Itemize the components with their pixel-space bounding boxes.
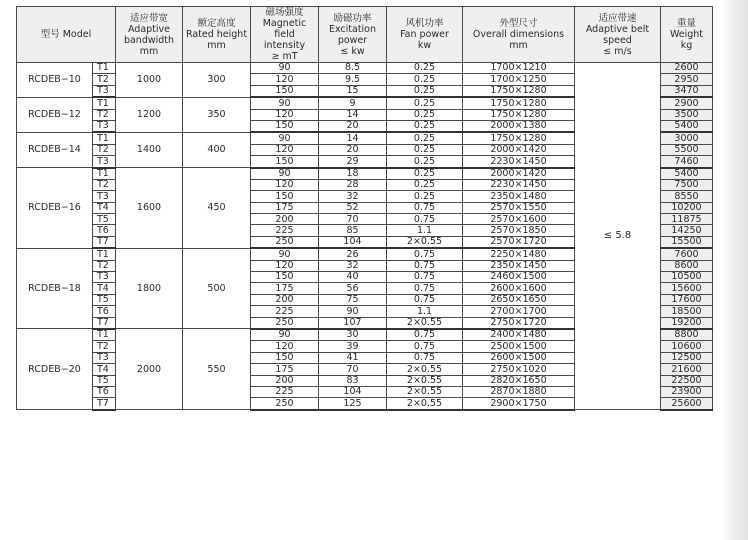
excitation-power-cell: 28: [319, 179, 387, 190]
header-line: Fan power: [400, 29, 449, 40]
weight-cell: 14250: [661, 225, 713, 236]
excitation-power-cell: 18: [319, 168, 387, 180]
grade-cell: T4: [93, 283, 116, 294]
header-line: Rated height: [185, 29, 248, 40]
weight-cell: 2600: [661, 63, 713, 74]
magnetic-field-cell: 175: [251, 202, 319, 213]
grade-cell: T6: [93, 225, 116, 236]
magnetic-field-cell: 90: [251, 97, 319, 109]
weight-cell: 12500: [661, 352, 713, 363]
fan-power-cell: 0.25: [387, 63, 463, 74]
grade-cell: T4: [93, 364, 116, 375]
weight-cell: 21600: [661, 364, 713, 375]
weight-cell: 10600: [661, 341, 713, 352]
overall-dimensions-cell: 2750×1020: [463, 364, 575, 375]
fan-power-cell: 1.1: [387, 225, 463, 236]
overall-dimensions-cell: 2250×1480: [463, 248, 575, 260]
fan-power-cell: 0.25: [387, 168, 463, 180]
overall-dimensions-cell: 2000×1420: [463, 168, 575, 180]
weight-cell: 7460: [661, 156, 713, 168]
grade-cell: T2: [93, 74, 116, 85]
spec-table: [16, 6, 713, 411]
magnetic-field-cell: 90: [251, 329, 319, 341]
magnetic-field-cell: 200: [251, 375, 319, 386]
header-line: ≤ kw: [340, 45, 365, 57]
excitation-power-cell: 40: [319, 272, 387, 283]
weight-cell: 2950: [661, 74, 713, 85]
magnetic-field-cell: 250: [251, 236, 319, 248]
header-line: 型号 Model: [40, 29, 92, 40]
header-belt-speed: [575, 7, 661, 63]
magnetic-field-cell: 225: [251, 306, 319, 317]
magnetic-field-cell: 150: [251, 85, 319, 97]
overall-dimensions-cell: 2350×1450: [463, 260, 575, 271]
excitation-power-cell: 9.5: [319, 74, 387, 85]
fan-power-cell: 2×0.55: [387, 364, 463, 375]
magnetic-field-cell: 150: [251, 272, 319, 283]
fan-power-cell: 2×0.55: [387, 375, 463, 386]
grade-cell: T2: [93, 179, 116, 190]
grade-cell: T2: [93, 109, 116, 120]
grade-cell: T7: [93, 398, 116, 410]
overall-dimensions-cell: 2500×1500: [463, 341, 575, 352]
header-weight: [661, 7, 713, 63]
rated-height-cell: 350: [183, 97, 251, 132]
grade-cell: T5: [93, 294, 116, 305]
magnetic-field-cell: 225: [251, 225, 319, 236]
weight-cell: 7600: [661, 248, 713, 260]
excitation-power-cell: 85: [319, 225, 387, 236]
weight-cell: 19200: [661, 317, 713, 329]
excitation-power-cell: 107: [319, 317, 387, 329]
weight-cell: 22500: [661, 375, 713, 386]
excitation-power-cell: 26: [319, 248, 387, 260]
rated-height-cell: 400: [183, 132, 251, 167]
overall-dimensions-cell: 2570×1850: [463, 225, 575, 236]
fan-power-cell: 2×0.55: [387, 398, 463, 410]
overall-dimensions-cell: 1700×1250: [463, 74, 575, 85]
overall-dimensions-cell: 2570×1600: [463, 214, 575, 225]
excitation-power-cell: 32: [319, 260, 387, 271]
fan-power-cell: 0.25: [387, 120, 463, 132]
magnetic-field-cell: 120: [251, 144, 319, 155]
model-cell: RCDEB−18: [17, 248, 93, 329]
header-line: 重量 Weight: [669, 18, 704, 40]
fan-power-cell: 0.75: [387, 283, 463, 294]
fan-power-cell: 0.75: [387, 352, 463, 363]
header-line: intensity: [263, 40, 306, 51]
header-overall-dimensions: [463, 7, 575, 63]
excitation-power-cell: 20: [319, 144, 387, 155]
header-model: [17, 7, 116, 63]
magnetic-field-cell: 90: [251, 248, 319, 260]
magnetic-field-cell: 175: [251, 364, 319, 375]
overall-dimensions-cell: 2750×1720: [463, 317, 575, 329]
header-line: Excitation: [328, 23, 377, 35]
grade-cell: T2: [93, 260, 116, 271]
bandwidth-cell: 1000: [116, 63, 183, 98]
magnetic-field-cell: 175: [251, 283, 319, 294]
spec-table-body: [17, 63, 713, 410]
fan-power-cell: 2×0.55: [387, 236, 463, 248]
magnetic-field-cell: 225: [251, 386, 319, 397]
magnetic-field-cell: 90: [251, 168, 319, 180]
header-line: Overall dimensions: [472, 29, 565, 40]
model-cell: RCDEB−10: [17, 63, 93, 98]
rated-height-cell: 300: [183, 63, 251, 98]
overall-dimensions-cell: 2350×1480: [463, 191, 575, 202]
weight-cell: 3500: [661, 109, 713, 120]
weight-cell: 15600: [661, 283, 713, 294]
header-line: 额定高度: [197, 18, 236, 29]
header-line: Magnetic field: [262, 18, 307, 40]
header-line: power: [337, 34, 368, 46]
header-excitation-power: [319, 7, 387, 63]
overall-dimensions-cell: 2570×1550: [463, 202, 575, 213]
weight-cell: 2900: [661, 97, 713, 109]
header-line: 外型尺寸: [499, 18, 538, 29]
excitation-power-cell: 20: [319, 120, 387, 132]
excitation-power-cell: 52: [319, 202, 387, 213]
header-magnetic-field: [251, 7, 319, 63]
grade-cell: T5: [93, 214, 116, 225]
magnetic-field-cell: 150: [251, 120, 319, 132]
header-line: 励磁功率: [333, 12, 372, 24]
grade-cell: T1: [93, 63, 116, 74]
overall-dimensions-cell: 2600×1600: [463, 283, 575, 294]
magnetic-field-cell: 90: [251, 63, 319, 74]
excitation-power-cell: 14: [319, 132, 387, 144]
header-rated-height: [183, 7, 251, 63]
excitation-power-cell: 70: [319, 364, 387, 375]
fan-power-cell: 0.25: [387, 144, 463, 155]
header-bandwidth: [116, 7, 183, 63]
header-line: speed: [603, 34, 632, 46]
model-cell: RCDEB−14: [17, 132, 93, 167]
weight-cell: 23900: [661, 386, 713, 397]
overall-dimensions-cell: 2870×1880: [463, 386, 575, 397]
excitation-power-cell: 14: [319, 109, 387, 120]
table-row: [17, 63, 713, 74]
weight-cell: 10200: [661, 202, 713, 213]
weight-cell: 5400: [661, 120, 713, 132]
overall-dimensions-cell: 1750×1280: [463, 132, 575, 144]
rated-height-cell: 450: [183, 168, 251, 249]
overall-dimensions-cell: 2400×1480: [463, 329, 575, 341]
excitation-power-cell: 104: [319, 386, 387, 397]
excitation-power-cell: 30: [319, 329, 387, 341]
fan-power-cell: 0.25: [387, 97, 463, 109]
weight-cell: 8550: [661, 191, 713, 202]
header-line: 磁场强度: [265, 7, 304, 18]
overall-dimensions-cell: 2650×1650: [463, 294, 575, 305]
overall-dimensions-cell: 2570×1720: [463, 236, 575, 248]
model-cell: RCDEB−16: [17, 168, 93, 249]
fan-power-cell: 0.75: [387, 214, 463, 225]
magnetic-field-cell: 120: [251, 74, 319, 85]
page-edge-shade: [722, 0, 748, 540]
excitation-power-cell: 70: [319, 214, 387, 225]
overall-dimensions-cell: 2820×1650: [463, 375, 575, 386]
grade-cell: T3: [93, 191, 116, 202]
grade-cell: T6: [93, 306, 116, 317]
fan-power-cell: 0.25: [387, 156, 463, 168]
overall-dimensions-cell: 2460×1500: [463, 272, 575, 283]
magnetic-field-cell: 250: [251, 398, 319, 410]
fan-power-cell: 1.1: [387, 306, 463, 317]
grade-cell: T6: [93, 386, 116, 397]
magnetic-field-cell: 90: [251, 132, 319, 144]
header-line: kg: [680, 40, 693, 51]
grade-cell: T1: [93, 168, 116, 180]
weight-cell: 5400: [661, 168, 713, 180]
grade-cell: T3: [93, 120, 116, 132]
overall-dimensions-cell: 1750×1280: [463, 97, 575, 109]
model-cell: RCDEB−20: [17, 329, 93, 410]
header-line: 风机功率: [405, 18, 444, 29]
header-line: Adaptive belt: [585, 23, 650, 35]
bandwidth-cell: 1400: [116, 132, 183, 167]
header-line: mm: [207, 40, 226, 51]
overall-dimensions-cell: 2000×1420: [463, 144, 575, 155]
weight-cell: 8800: [661, 329, 713, 341]
header-line: mm: [509, 40, 528, 51]
overall-dimensions-cell: 2230×1450: [463, 179, 575, 190]
weight-cell: 18500: [661, 306, 713, 317]
bandwidth-cell: 1200: [116, 97, 183, 132]
grade-cell: T3: [93, 156, 116, 168]
weight-cell: 3000: [661, 132, 713, 144]
header-line: mm: [139, 45, 159, 57]
fan-power-cell: 0.25: [387, 74, 463, 85]
weight-cell: 5500: [661, 144, 713, 155]
bandwidth-cell: 2000: [116, 329, 183, 410]
bandwidth-cell: 1600: [116, 168, 183, 249]
header-line: bandwidth: [123, 34, 175, 46]
weight-cell: 3470: [661, 85, 713, 97]
weight-cell: 11875: [661, 214, 713, 225]
header-fan-power: [387, 7, 463, 63]
magnetic-field-cell: 250: [251, 317, 319, 329]
fan-power-cell: 2×0.55: [387, 317, 463, 329]
fan-power-cell: 0.25: [387, 132, 463, 144]
header-row: [17, 7, 713, 63]
magnetic-field-cell: 120: [251, 179, 319, 190]
grade-cell: T3: [93, 352, 116, 363]
excitation-power-cell: 9: [319, 97, 387, 109]
excitation-power-cell: 75: [319, 294, 387, 305]
excitation-power-cell: 56: [319, 283, 387, 294]
fan-power-cell: 0.75: [387, 294, 463, 305]
excitation-power-cell: 39: [319, 341, 387, 352]
grade-cell: T5: [93, 375, 116, 386]
overall-dimensions-cell: 2230×1450: [463, 156, 575, 168]
grade-cell: T3: [93, 272, 116, 283]
overall-dimensions-cell: 2700×1700: [463, 306, 575, 317]
fan-power-cell: 0.75: [387, 272, 463, 283]
grade-cell: T7: [93, 317, 116, 329]
fan-power-cell: 0.75: [387, 202, 463, 213]
fan-power-cell: 0.75: [387, 329, 463, 341]
header-line: 适应带速: [598, 12, 637, 24]
overall-dimensions-cell: 2000×1380: [463, 120, 575, 132]
fan-power-cell: 0.25: [387, 109, 463, 120]
magnetic-field-cell: 120: [251, 260, 319, 271]
excitation-power-cell: 104: [319, 236, 387, 248]
fan-power-cell: 0.75: [387, 248, 463, 260]
weight-cell: 7500: [661, 179, 713, 190]
excitation-power-cell: 125: [319, 398, 387, 410]
weight-cell: 15500: [661, 236, 713, 248]
magnetic-field-cell: 200: [251, 214, 319, 225]
fan-power-cell: 0.75: [387, 341, 463, 352]
magnetic-field-cell: 200: [251, 294, 319, 305]
grade-cell: T7: [93, 236, 116, 248]
grade-cell: T1: [93, 329, 116, 341]
model-cell: RCDEB−12: [17, 97, 93, 132]
grade-cell: T2: [93, 341, 116, 352]
overall-dimensions-cell: 1700×1210: [463, 63, 575, 74]
fan-power-cell: 0.25: [387, 179, 463, 190]
magnetic-field-cell: 150: [251, 156, 319, 168]
grade-cell: T2: [93, 144, 116, 155]
grade-cell: T1: [93, 97, 116, 109]
excitation-power-cell: 83: [319, 375, 387, 386]
weight-cell: 17600: [661, 294, 713, 305]
grade-cell: T4: [93, 202, 116, 213]
weight-cell: 25600: [661, 398, 713, 410]
grade-cell: T1: [93, 248, 116, 260]
weight-cell: 10500: [661, 272, 713, 283]
rated-height-cell: 500: [183, 248, 251, 329]
header-line: ≤ m/s: [603, 45, 632, 57]
fan-power-cell: 0.75: [387, 260, 463, 271]
header-line: Adaptive: [127, 23, 171, 35]
magnetic-field-cell: 120: [251, 109, 319, 120]
overall-dimensions-cell: 1750×1280: [463, 109, 575, 120]
excitation-power-cell: 8.5: [319, 63, 387, 74]
grade-cell: T1: [93, 132, 116, 144]
header-line: kw: [417, 40, 432, 51]
header-line: ≥ mT: [271, 51, 298, 62]
excitation-power-cell: 90: [319, 306, 387, 317]
fan-power-cell: 0.25: [387, 191, 463, 202]
overall-dimensions-cell: 2900×1750: [463, 398, 575, 410]
magnetic-field-cell: 120: [251, 341, 319, 352]
magnetic-field-cell: 150: [251, 191, 319, 202]
overall-dimensions-cell: 2600×1500: [463, 352, 575, 363]
fan-power-cell: 2×0.55: [387, 386, 463, 397]
belt-speed-cell: ≤ 5.8: [575, 63, 661, 410]
grade-cell: T3: [93, 85, 116, 97]
excitation-power-cell: 41: [319, 352, 387, 363]
fan-power-cell: 0.25: [387, 85, 463, 97]
excitation-power-cell: 29: [319, 156, 387, 168]
excitation-power-cell: 15: [319, 85, 387, 97]
rated-height-cell: 550: [183, 329, 251, 410]
magnetic-field-cell: 150: [251, 352, 319, 363]
header-line: 适应带宽: [129, 12, 168, 24]
excitation-power-cell: 32: [319, 191, 387, 202]
weight-cell: 8600: [661, 260, 713, 271]
bandwidth-cell: 1800: [116, 248, 183, 329]
overall-dimensions-cell: 1750×1280: [463, 85, 575, 97]
